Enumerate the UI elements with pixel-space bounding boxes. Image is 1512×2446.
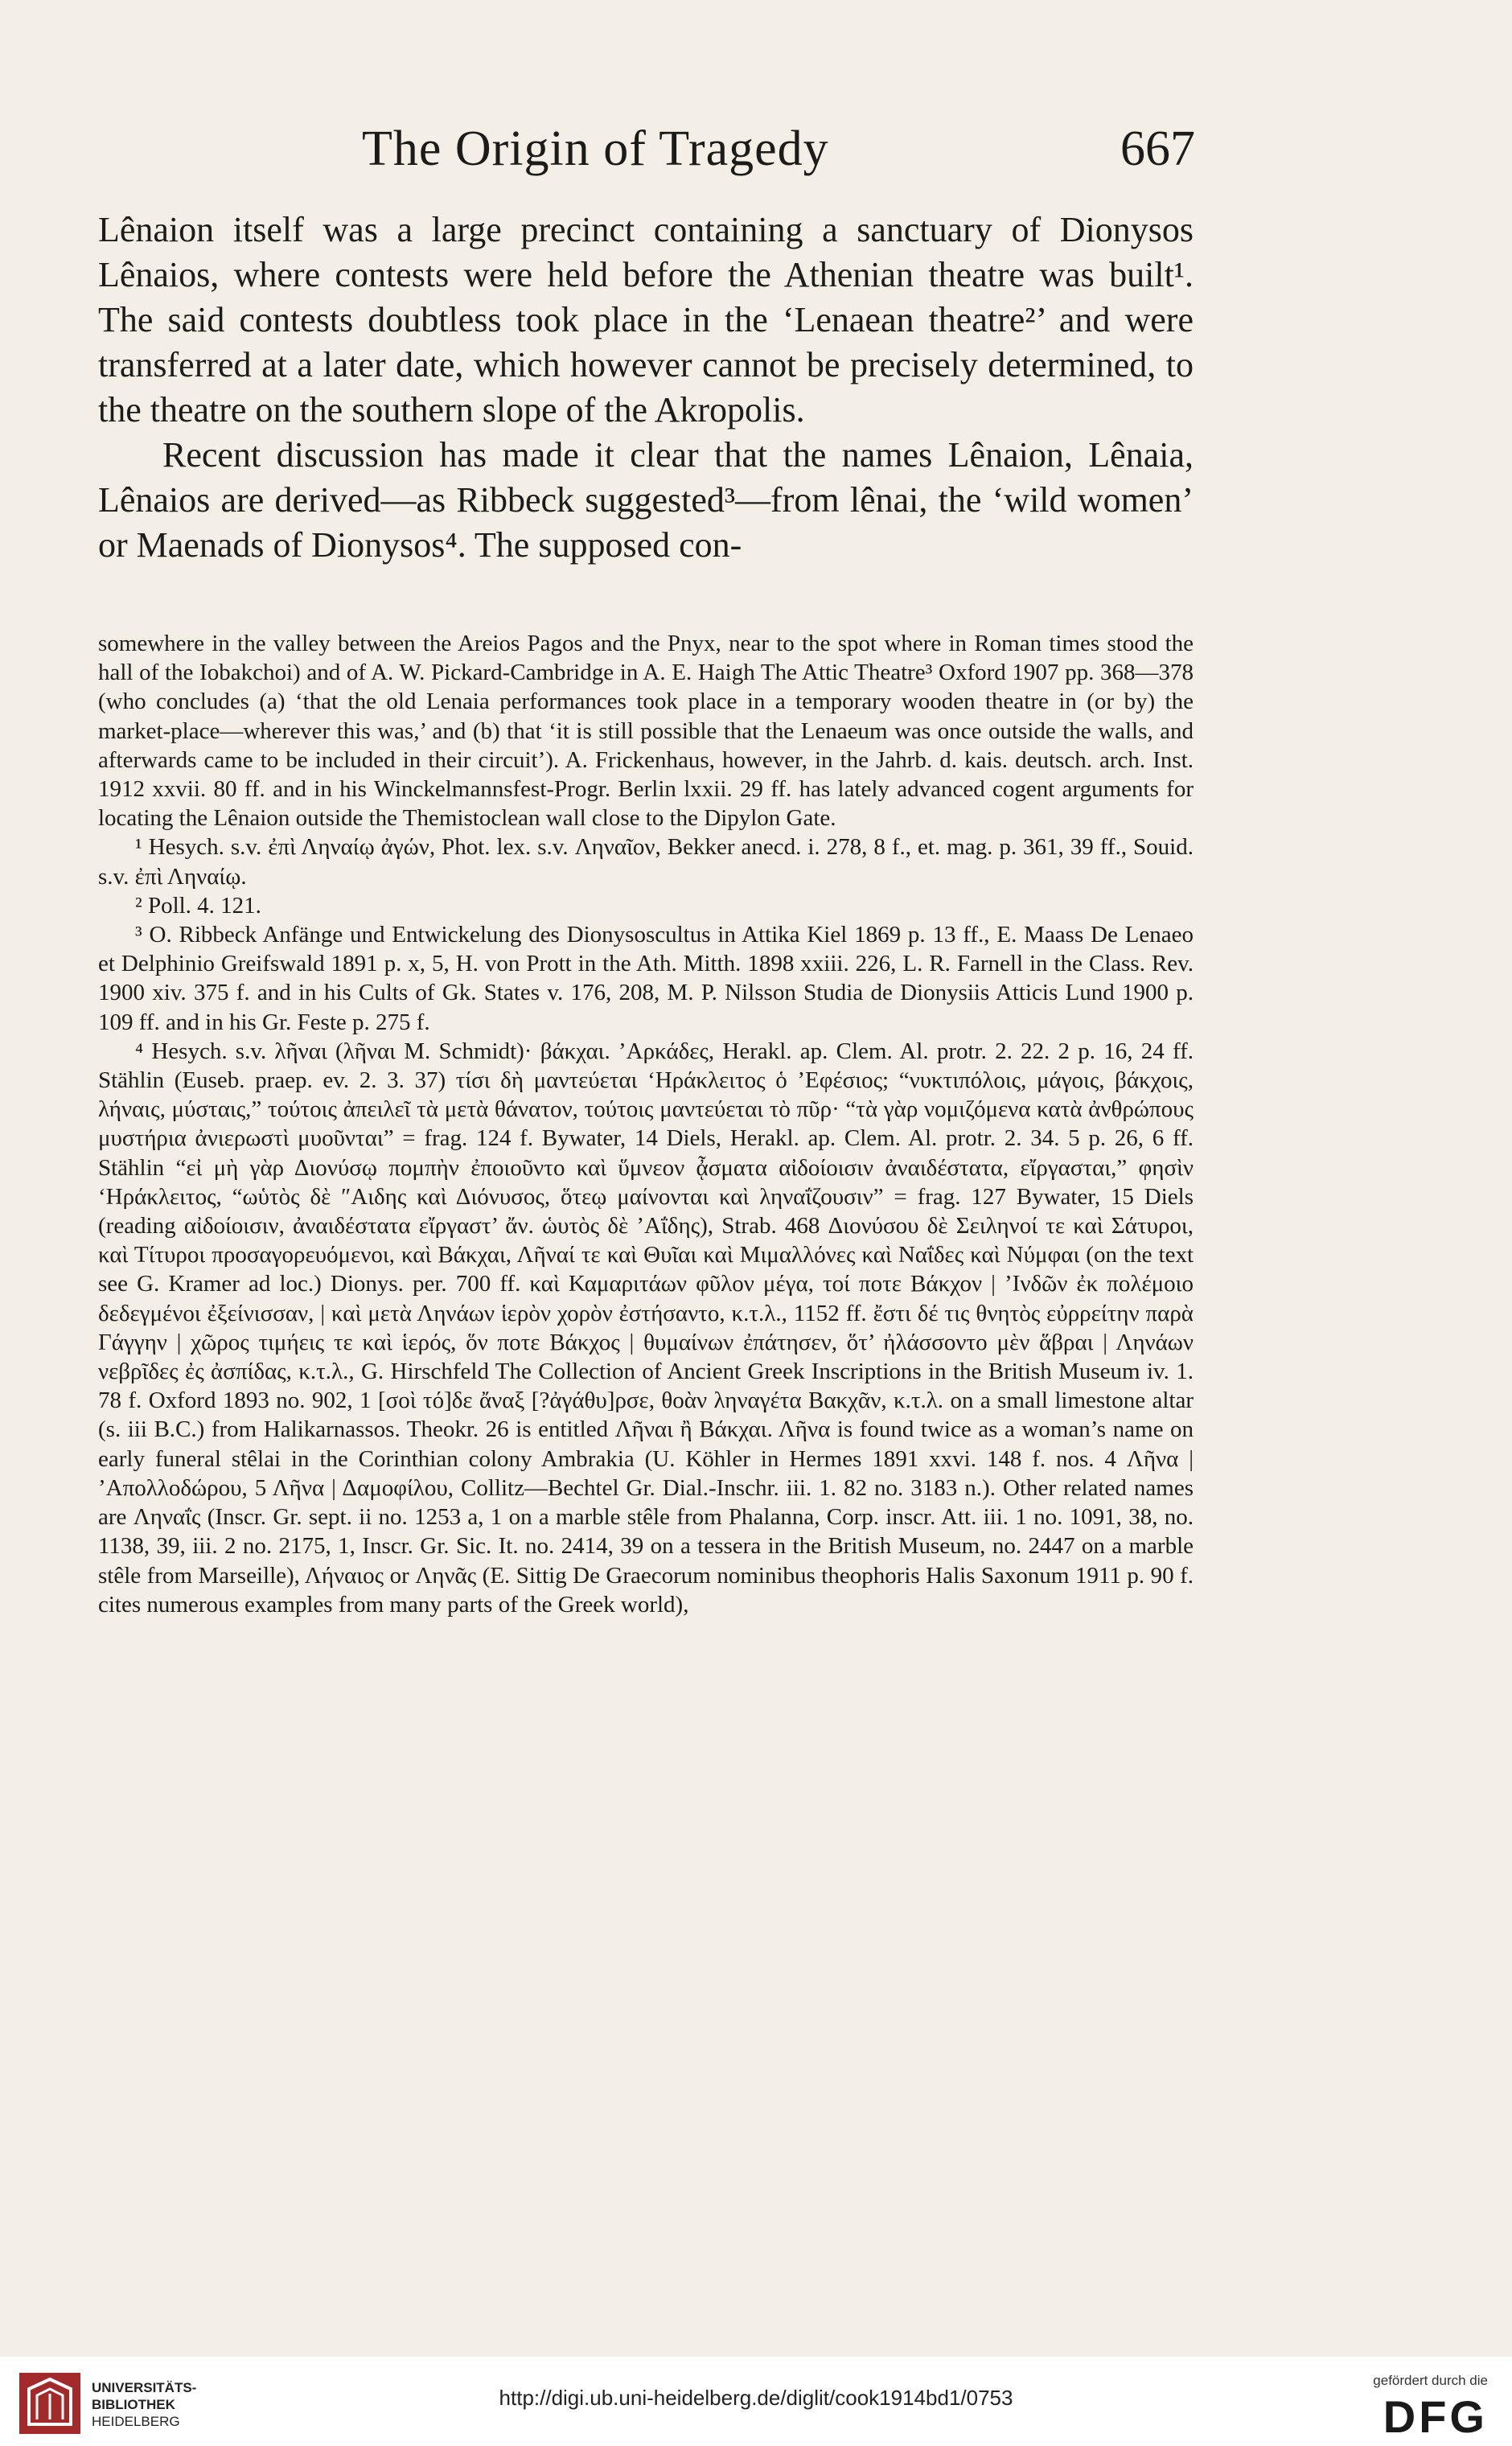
main-paragraph-2: Recent discussion has made it clear that the names Lênaion, Lênaia, Lênaios are derived—as Ribbeck suggested³—from lênai, the ‘wild women’ or Maenads of Dionysos⁴. The supposed con- — [98, 435, 1194, 565]
page-number: 667 — [1120, 121, 1195, 176]
footnotes — [98, 629, 1194, 1619]
footnote-4: ⁴ Hesych. s.v. λῆναι (λῆναι M. Schmidt)· βάκχαι. ’Αρκάδες, Herakl. ap. Clem. Al. protr. 2. 22. 2 p. 16, 24 ff. Stählin (Euseb. praep. ev. 2. 3. 37) τίσι δὴ μαντεύεται ‘Ηράκλειτος ὁ ’Εφέσιος; “νυκτιπόλοις, μάγοις, βάκχοις, λήναις, μύσταις,” τούτοις ἀπειλεῖ τὰ μετὰ θάνατον, τούτοις μαντεύεται τὸ πῦρ· “τὰ γὰρ νομιζόμενα κατὰ ἀνθρώπους μυστήρια ἀνιερωστὶ μυοῦνται” = frag. 124 f. Bywater, 14 Diels, Herakl. ap. Clem. Al. protr. 2. 34. 5 p. 26, 6 ff. Stählin “εἰ μὴ γὰρ Διονύσῳ πομπὴν ἐποιοῦντο καὶ ὕμνεον ᾆσματα αἰδοίοισιν ἀναιδέστατα, εἴργασται,” φησὶν ‘Ηράκλειτος, “ωὑτὸς δὲ ″Αιδης καὶ Διόνυσος, ὅτεῳ μαίνονται καὶ ληναΐζουσιν” = frag. 127 Bywater, 15 Diels (reading αἰδοίοισιν, ἀναιδέστατα εἴργαστ’ ἄν. ὡυτὸς δὲ ’Αΐδης), Strab. 468 Διονύσου δὲ Σειληνοί τε καὶ Σάτυροι, καὶ Τίτυροι προσαγορευόμενοι, καὶ Βάκχαι, Λῆναί τε καὶ Θυῖαι καὶ Μιμαλλόνες καὶ Ναΐδες καὶ Νύμφαι (on the text see G. Kramer ad loc.) Dionys. per. 700 ff. καὶ Καμαριτάων φῦλον μέγα, τοί ποτε Βάκχον | ’Ινδῶν ἐκ πολέμοιο δεδεγμένοι ἐξείνισσαν, | καὶ μετὰ Ληνάων ἱερὸν χορὸν ἐστήσαντο, κ.τ.λ., 1152 ff. ἔστι δέ τις θνητὸς εὐρρείτην παρὰ Γάγγην | χῶρος τιμήεις τε καὶ ἱερός, ὅν ποτε Βάκχος | θυμαίνων ἐπάτησεν, ὅτ’ ἠλάσσοντο μὲν ἅβραι | Ληνάων νεβρῖδες ἐς ἀσπίδας, κ.τ.λ., G. Hirschfeld The Collection of Ancient Greek Inscriptions in the British Museum iv. 1. 78 f. Oxford 1893 no. 902, 1 [σοὶ τό]δε ἄναξ [?ἀγάθυ]ρσε, θοὰν ληναγέτα Βακχᾶν, κ.τ.λ. on a small limestone altar (s. iii B.C.) from Halikarnassos. Theokr. 26 is entitled Λῆναι ἢ Βάκχαι. Λῆνα is found twice as a woman’s name on early funeral stêlai in the Corinthian colony Ambrakia (U. Köhler in Hermes 1891 xxvi. 148 f. nos. 4 Λῆνα | ’Απολλοδώρου, 5 Λῆνα | Δαμοφίλου, Collitz—Bechtel Gr. Dial.-Inschr. iii. 1. 82 no. 3183 n.). Other related names are Ληναΐς (Inscr. Gr. sept. ii no. 1253 a, 1 on a marble stêle from Phalanna, Corp. inscr. Att. iii. 1 no. 1091, 38, no. 1138, 39, iii. 2 no. 2175, 1, Inscr. Gr. Sic. It. no. 2414, 39 on a tessera in the British Museum, no. 2447 on a marble stêle from Marseille), Λήναιος or Ληνᾶς (E. Sittig De Graecorum nominibus theophoris Halis Saxonum 1911 p. 90 f. cites numerous examples from many parts of the Greek world), — [98, 1038, 1194, 1618]
source-url-link[interactable]: http://digi.ub.uni-heidelberg.de/diglit/cook1914bd1/0753 — [499, 2386, 1013, 2410]
dfg-logo: DFG — [1383, 2391, 1488, 2442]
digitization-footer — [0, 2357, 1512, 2446]
running-title: The Origin of Tragedy — [362, 121, 829, 176]
university-seal-icon — [18, 2371, 82, 2436]
footnote-1: ¹ Hesych. s.v. ἐπὶ Ληναίῳ ἀγών, Phot. lex. s.v. Ληναῖον, Bekker anecd. i. 278, 8 f., et. mag. p. 361, 39 ff., Souid. s.v. ἐπὶ Ληναίῳ. — [98, 834, 1194, 890]
main-text — [98, 208, 1194, 568]
institution-name: UNIVERSITÄTS- BIBLIOTHEK HEIDELBERG — [92, 2380, 197, 2429]
running-header — [346, 121, 1195, 185]
footnote-continuation: somewhere in the valley between the Areios Pagos and the Pnyx, near to the spot where in Roman times stood the hall of the Iobakchoi) and of A. W. Pickard-Cambridge in A. E. Haigh The Attic Theatre³ Oxford 1907 pp. 368—378 (who concludes (a) ‘that the old Lenaia performances took place in a temporary wooden theatre in (or by) the market-place—wherever this was,’ and (b) that ‘it is still possible that the Lenaeum was once outside the walls, and afterwards came to be included in their circuit’). A. Frickenhaus, however, in the Jahrb. d. kais. deutsch. arch. Inst. 1912 xxvii. 80 ff. and in his Winckelmannsfest-Progr. Berlin lxxii. 29 ff. has lately advanced cogent arguments for locating the Lênaion outside the Themistoclean wall close to the Dipylon Gate. — [98, 631, 1194, 832]
footnote-3: ³ O. Ribbeck Anfänge und Entwickelung des Dionysoscultus in Attika Kiel 1869 p. 13 ff., E. Maass De Lenaeo et Delphinio Greifswald 1891 p. x, 5, H. von Prott in the Ath. Mitth. 1898 xxiii. 226, L. R. Farnell in the Class. Rev. 1900 xiv. 375 f. and in his Cults of Gk. States v. 176, 208, M. P. Nilsson Studia de Dionysiis Atticis Lund 1900 p. 109 ff. and in his Gr. Feste p. 275 f. — [98, 922, 1194, 1035]
funded-by-label: gefördert durch die — [1373, 2373, 1488, 2388]
footnote-2: ² Poll. 4. 121. — [135, 892, 261, 919]
main-paragraph-1: Lênaion itself was a large precinct containing a sanctuary of Dionysos Lênaios, where contests were held before the Athenian theatre was built¹. The said contests doubtless took place in the ‘Lenaean theatre²’ and were transferred at a later date, which however cannot be precisely determined, to the theatre on the southern slope of the Akropolis. — [98, 210, 1194, 430]
